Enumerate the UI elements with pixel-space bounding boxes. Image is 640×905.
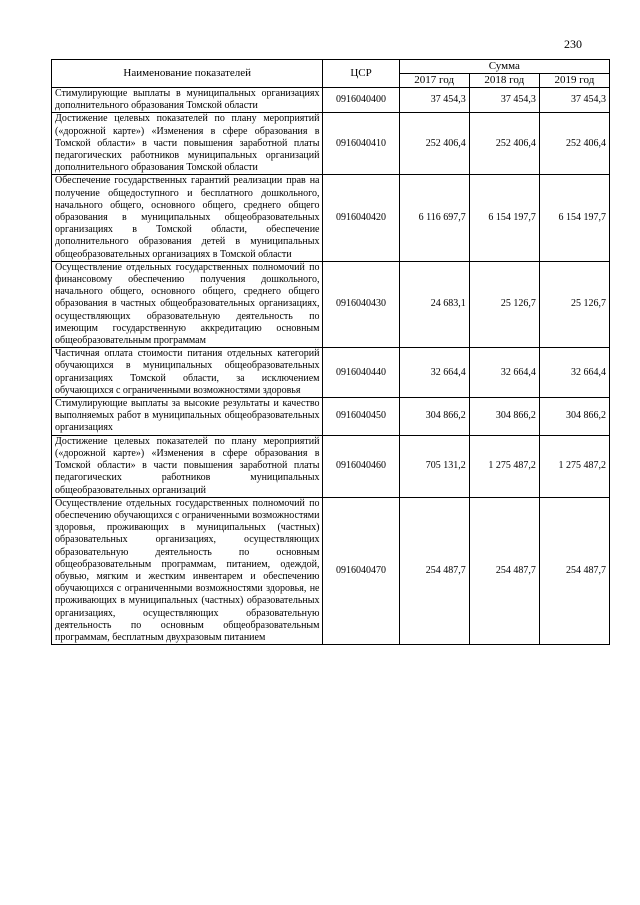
row-name: Достижение целевых показателей по плану мероприятий («дорожной карте») «Изменения в сфере образования в Томской области» в части повышения заработной платы педагогических работников муниципальных организаций дополнительного образования Томской области [52,113,323,175]
row-code: 0916040470 [323,497,399,644]
row-value-2019: 37 454,3 [539,88,609,113]
budget-table [51,59,610,645]
header-year-2019: 2019 год [539,74,609,88]
row-value-2018: 252 406,4 [469,113,539,175]
row-value-2017: 24 683,1 [399,261,469,347]
table-row [52,113,610,175]
row-name: Стимулирующие выплаты в муниципальных организациях дополнительного образования Томской области [52,88,323,113]
row-value-2019: 32 664,4 [539,348,609,398]
row-name: Достижение целевых показателей по плану мероприятий («дорожной карте») «Изменения в сфере образования в Томской области» в части повышения заработной платы педагогических работников муниципальных общеобразовательных организаций [52,435,323,497]
row-name: Осуществление отдельных государственных полномочий по финансовому обеспечению получения дошкольного, начального общего, основного общего, среднего общего образования в частных общеобразовательных организациях, осуществляющих образовательную деятельность по имеющим государственную аккредитацию основным общеобразовательным программам [52,261,323,347]
row-value-2019: 254 487,7 [539,497,609,644]
row-value-2019: 304 866,2 [539,398,609,436]
row-code: 0916040420 [323,175,399,261]
row-value-2019: 25 126,7 [539,261,609,347]
header-name: Наименование показателей [52,60,323,88]
table-row [52,261,610,347]
table-row [52,348,610,398]
table-row [52,497,610,644]
row-code: 0916040450 [323,398,399,436]
table-row [52,435,610,497]
row-name: Осуществление отдельных государственных полномочий по обеспечению обучающихся с ограниченными возможностями здоровья, проживающих в муниципальных (частных) образовательных организациях, осуществляющих образовательную деятельность по основным общеобразовательным программам, питанием, одеждой, обувью, мягким и жестким инвентарем и обеспечению обучающихся с ограниченными возможностями здоровья, не проживающих в муниципальных (частных) образовательных организациях, осуществляющих образовательную деятельность по основным общеобразовательным программам, бесплатным двухразовым питанием [52,497,323,644]
row-value-2018: 6 154 197,7 [469,175,539,261]
header-year-2017: 2017 год [399,74,469,88]
row-value-2017: 32 664,4 [399,348,469,398]
row-code: 0916040410 [323,113,399,175]
table-body [52,88,610,645]
row-value-2017: 252 406,4 [399,113,469,175]
row-value-2018: 304 866,2 [469,398,539,436]
header-year-2018: 2018 год [469,74,539,88]
row-value-2019: 252 406,4 [539,113,609,175]
row-value-2017: 6 116 697,7 [399,175,469,261]
row-value-2019: 6 154 197,7 [539,175,609,261]
row-code: 0916040440 [323,348,399,398]
row-value-2017: 254 487,7 [399,497,469,644]
table-header [52,60,610,88]
row-value-2018: 37 454,3 [469,88,539,113]
row-name: Частичная оплата стоимости питания отдельных категорий обучающихся в муниципальных общеобразовательных организациях Томской области, за исключением обучающихся с ограниченными возможностями здоровья [52,348,323,398]
table-row [52,88,610,113]
row-code: 0916040460 [323,435,399,497]
table-row [52,175,610,261]
row-name: Обеспечение государственных гарантий реализации прав на получение общедоступного и бесплатного дошкольного, начального общего, основного общего, среднего общего образования в муниципальных общеобразовательных организациях в Томской области, обеспечение дополнительного образования детей в муниципальных общеобразовательных организациях в Томской области [52,175,323,261]
header-code: ЦСР [323,60,399,88]
header-sum: Сумма [399,60,609,74]
row-value-2017: 705 131,2 [399,435,469,497]
table-row [52,398,610,436]
page-number: 230 [564,37,582,51]
row-value-2018: 254 487,7 [469,497,539,644]
row-code: 0916040430 [323,261,399,347]
row-value-2018: 25 126,7 [469,261,539,347]
row-name: Стимулирующие выплаты за высокие результаты и качество выполняемых работ в муниципальных общеобразовательных организациях [52,398,323,436]
row-code: 0916040400 [323,88,399,113]
row-value-2017: 37 454,3 [399,88,469,113]
row-value-2017: 304 866,2 [399,398,469,436]
row-value-2019: 1 275 487,2 [539,435,609,497]
row-value-2018: 32 664,4 [469,348,539,398]
row-value-2018: 1 275 487,2 [469,435,539,497]
